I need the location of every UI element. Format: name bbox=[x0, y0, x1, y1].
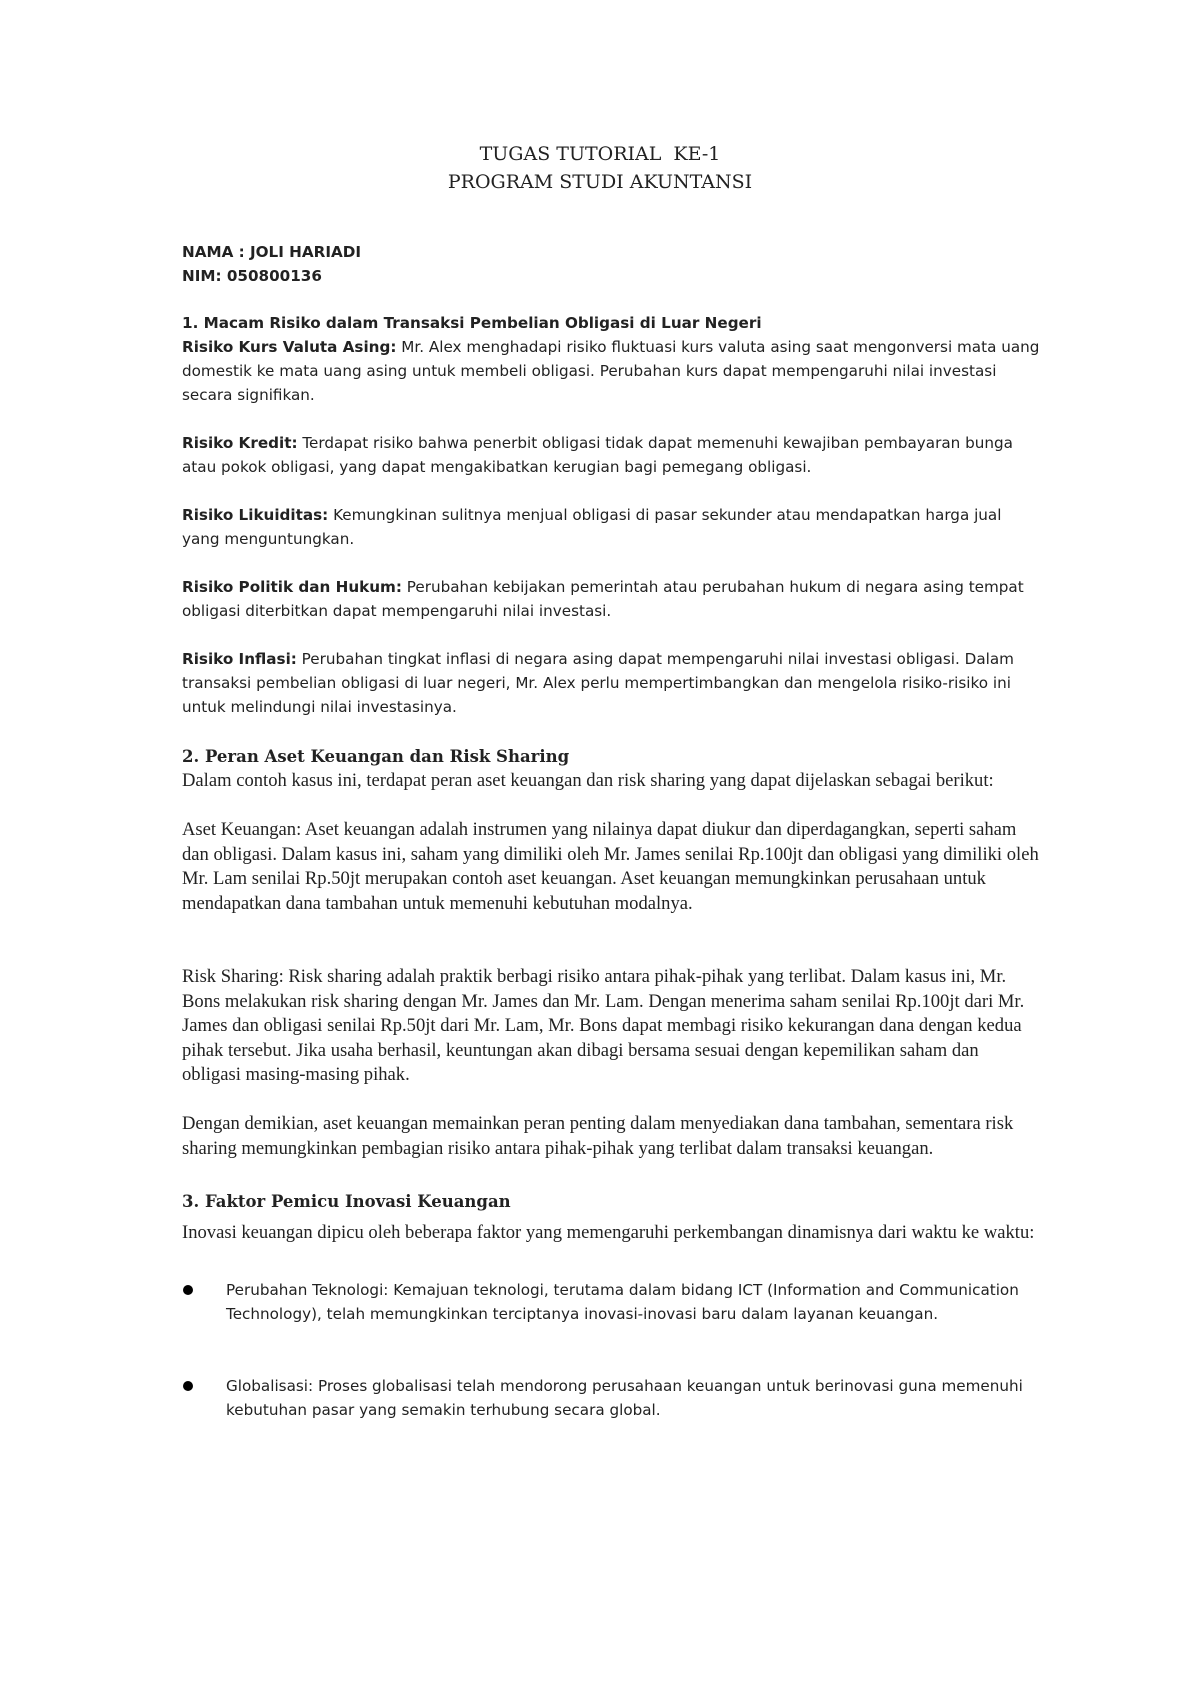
risk-sharing-paragraph: Risk Sharing: Risk sharing adalah praktik berbagi risiko antara pihak-pihak yang terlibat. Dalam kasus ini, Mr. Bons melakukan risk sharing dengan Mr. James dan Mr. Lam. Dengan menerima saham senilai Rp.100jt dari Mr. James dan obligasi senilai Rp.50jt dari Mr. Lam, Mr. Bons dapat membagi risiko kekurangan dana dengan kedua pihak tersebut. Jika usaha berhasil, keuntungan akan dibagi bersama sesuai dengan kepemilikan saham dan obligasi masing-masing pihak. bbox=[182, 966, 1025, 1085]
section-3-heading: 3. Faktor Pemicu Inovasi Keuangan bbox=[182, 1192, 511, 1211]
student-nim: NIM: 050800136 bbox=[182, 267, 322, 285]
risk-item bbox=[182, 503, 1040, 551]
conclusion-paragraph: Dengan demikian, aset keuangan memainkan peran penting dalam menyediakan dana tambahan, sementara risk sharing memungkinkan pembagian risiko antara pihak-pihak yang terlibat dalam transaksi keuangan. bbox=[182, 1113, 1014, 1159]
risk-text: Kemungkinan sulitnya menjual obligasi di pasar sekunder atau mendapatkan harga jual yang menguntungkan. bbox=[182, 506, 1002, 548]
list-item bbox=[182, 1374, 1040, 1422]
risk-text: Perubahan kebijakan pemerintah atau perubahan hukum di negara asing tempat obligasi diterbitkan dapat mempengaruhi nilai investasi. bbox=[182, 578, 1024, 620]
section-2-heading: 2. Peran Aset Keuangan dan Risk Sharing bbox=[182, 747, 570, 766]
section-2-intro: Dalam contoh kasus ini, terdapat peran aset keuangan dan risk sharing yang dapat dijelaskan sebagai berikut: bbox=[182, 770, 994, 791]
list-item bbox=[182, 1278, 1040, 1326]
student-identity bbox=[182, 240, 1040, 288]
section-3 bbox=[182, 1190, 1040, 1422]
risk-term: Risiko Politik dan Hukum: bbox=[182, 578, 402, 596]
risk-term: Risiko Likuiditas: bbox=[182, 506, 329, 524]
list-item-text: Perubahan Teknologi: Kemajuan teknologi, terutama dalam bidang ICT (Information and Communication Technology), telah memungkinkan terciptanya inovasi-inovasi baru dalam layanan keuangan. bbox=[226, 1280, 1019, 1323]
risk-term: Risiko Kredit: bbox=[182, 434, 298, 452]
document-subtitle: PROGRAM STUDI AKUNTANSI bbox=[447, 171, 753, 193]
risk-item bbox=[182, 575, 1040, 623]
risk-term: Risiko Kurs Valuta Asing: bbox=[182, 338, 397, 356]
section-2 bbox=[182, 745, 1040, 1161]
risk-text: Terdapat risiko bahwa penerbit obligasi tidak dapat memenuhi kewajiban pembayaran bunga atau pokok obligasi, yang dapat mengakibatkan kerugian bagi pemegang obligasi. bbox=[182, 434, 1013, 476]
section-3-intro: Inovasi keuangan dipicu oleh beberapa faktor yang memengaruhi perkembangan dinamisnya dari waktu ke waktu: bbox=[182, 1222, 1035, 1243]
bullet-dot-icon bbox=[183, 1285, 193, 1295]
risk-term: Risiko Inflasi: bbox=[182, 650, 297, 668]
section-1-heading: 1. Macam Risiko dalam Transaksi Pembelian Obligasi di Luar Negeri bbox=[182, 314, 762, 332]
aset-keuangan-paragraph: Aset Keuangan: Aset keuangan adalah instrumen yang nilainya dapat diukur dan diperdagangkan, seperti saham dan obligasi. Dalam kasus ini, saham yang dimiliki oleh Mr. James senilai Rp.100jt dan obligasi yang dimiliki oleh Mr. Lam senilai Rp.50jt merupakan contoh aset keuangan. Aset keuangan memungkinkan perusahaan untuk mendapatkan dana tambahan untuk memenuhi kebutuhan modalnya. bbox=[182, 819, 1039, 914]
title-block bbox=[160, 140, 1040, 196]
risk-item bbox=[182, 335, 1040, 407]
risk-text: Perubahan tingkat inflasi di negara asing dapat mempengaruhi nilai investasi obligasi. Dalam transaksi pembelian obligasi di luar negeri, Mr. Alex perlu mempertimbangkan dan mengelola risiko-risiko ini untuk melindungi nilai investasinya. bbox=[182, 650, 1014, 716]
document-title: TUGAS TUTORIAL KE-1 bbox=[479, 143, 721, 165]
factor-list bbox=[182, 1278, 1040, 1422]
risk-item bbox=[182, 431, 1040, 479]
section-1 bbox=[182, 311, 1040, 719]
list-item-text: Globalisasi: Proses globalisasi telah mendorong perusahaan keuangan untuk berinovasi guna memenuhi kebutuhan pasar yang semakin terhubung secara global. bbox=[226, 1376, 1023, 1419]
risk-text: Mr. Alex menghadapi risiko fluktuasi kurs valuta asing saat mengonversi mata uang domestik ke mata uang asing untuk membeli obligasi. Perubahan kurs dapat mempengaruhi nilai investasi secara signifikan. bbox=[182, 338, 1040, 404]
bullet-dot-icon bbox=[183, 1381, 193, 1391]
risk-item bbox=[182, 647, 1040, 719]
student-name: NAMA : JOLI HARIADI bbox=[182, 243, 361, 261]
